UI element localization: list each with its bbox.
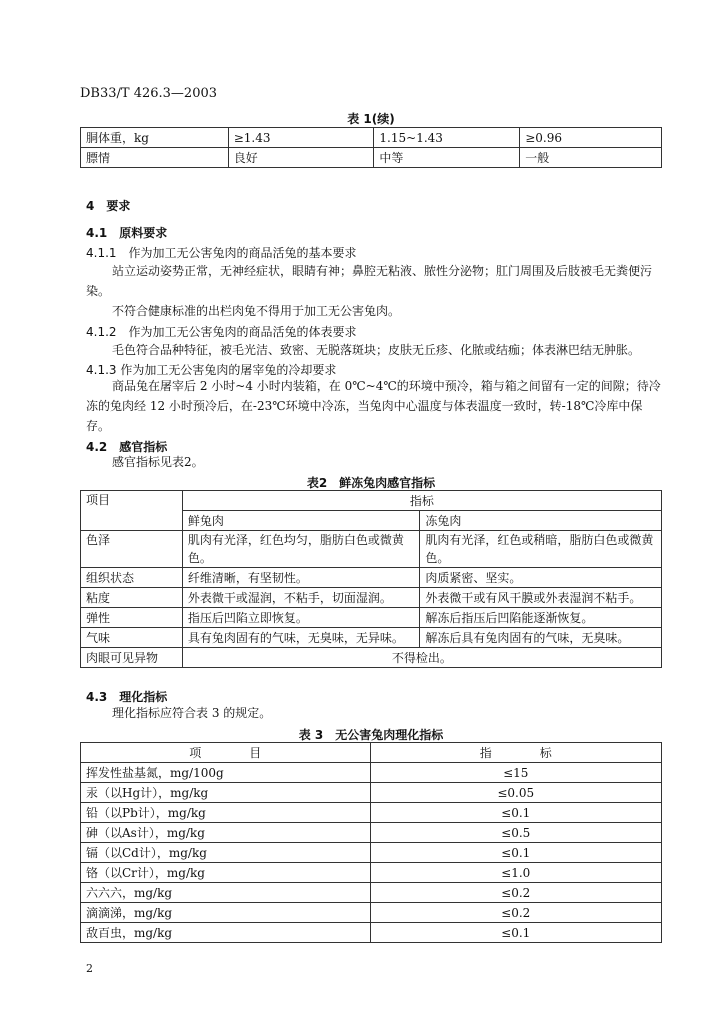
table-row xyxy=(81,903,662,923)
table-cell: 纤维清晰，有坚韧性。 xyxy=(182,568,420,588)
table-cell: ≤0.05 xyxy=(370,783,662,803)
table-cell: 铬（以Cr计），mg/kg xyxy=(81,863,371,883)
table-cell: 解冻后具有兔肉固有的气味，无臭味。 xyxy=(420,628,662,648)
table-row xyxy=(81,588,662,608)
table-row xyxy=(81,763,662,783)
table1-caption: 表 1(续) xyxy=(347,112,395,126)
table-cell: 挥发性盐基氮，mg/100g xyxy=(81,763,371,783)
section-4-1-2-title: 4.1.2 作为加工无公害兔肉的商品活兔的体表要求 xyxy=(86,325,357,339)
table-cell: 色泽 xyxy=(81,531,183,568)
table-row xyxy=(81,783,662,803)
paragraph: 站立运动姿势正常，无神经症状，眼睛有神；鼻腔无粘液、脓性分泌物；肛门周围及后肢被毛无粪便污染。 xyxy=(86,264,653,298)
table-header-cell: 指 标 xyxy=(370,743,662,763)
table-cell: ≤0.5 xyxy=(370,823,662,843)
section-4-1-3-title: 4.1.3 作为加工无公害兔肉的屠宰兔的冷却要求 xyxy=(86,363,337,377)
table-row xyxy=(81,923,662,943)
table-row xyxy=(81,823,662,843)
table-cell: ≤15 xyxy=(370,763,662,783)
section-4-title: 4 要求 xyxy=(86,199,131,213)
table-cell: 汞（以Hg计），mg/kg xyxy=(81,783,371,803)
table-row xyxy=(81,531,662,568)
section-4-3-title: 4.3 理化指标 xyxy=(86,690,168,704)
table-row xyxy=(81,128,662,148)
table-cell: 胴体重，kg xyxy=(81,128,229,148)
table-cell: 指压后凹陷立即恢复。 xyxy=(182,608,420,628)
table-header-row xyxy=(81,491,662,511)
table-row xyxy=(81,148,662,168)
section-4-1-title: 4.1 原料要求 xyxy=(86,226,168,240)
table-header-cell: 项 目 xyxy=(81,743,371,763)
table-cell: 砷（以As计），mg/kg xyxy=(81,823,371,843)
section-heading xyxy=(86,224,167,241)
table-cell: 敌百虫，mg/kg xyxy=(81,923,371,943)
table-cell: ≥0.96 xyxy=(520,128,662,148)
table-header-cell: 鲜兔肉 xyxy=(182,511,420,531)
section-4-1-1-title: 4.1.1 作为加工无公害兔肉的商品活兔的基本要求 xyxy=(86,246,357,260)
table-row xyxy=(81,628,662,648)
paragraph: 不符合健康标准的出栏肉兔不得用于加工无公害兔肉。 xyxy=(112,304,401,318)
table-cell: 弹性 xyxy=(81,608,183,628)
table-row xyxy=(81,883,662,903)
table-cell: 1.15~1.43 xyxy=(374,128,520,148)
table-cell: 一般 xyxy=(520,148,662,168)
table-cell: 肉眼可见异物 xyxy=(81,648,183,668)
table3 xyxy=(80,742,662,943)
section-heading xyxy=(86,197,130,214)
table-cell: 滴滴涕，mg/kg xyxy=(81,903,371,923)
table-header-cell: 指标 xyxy=(182,491,661,511)
table-row xyxy=(81,648,662,668)
table-cell: ≤0.2 xyxy=(370,903,662,923)
table-cell: 外表微干或湿润，不粘手，切面湿润。 xyxy=(182,588,420,608)
document-id: DB33/T 426.3—2003 xyxy=(80,86,218,101)
paragraph: 感官指标见表2。 xyxy=(112,455,204,469)
table-row xyxy=(81,803,662,823)
table-cell: 解冻后指压后凹陷能逐渐恢复。 xyxy=(420,608,662,628)
table-cell: 粘度 xyxy=(81,588,183,608)
table-cell: 外表微干或有风干膜或外表湿润不粘手。 xyxy=(420,588,662,608)
paragraph: 商品兔在屠宰后 2 小时~4 小时内装箱，在 0℃~4℃的环境中预冷，箱与箱之间留有一定的间隙；待冷冻的兔肉经 12 小时预冷后，在-23℃环境中冷冻，当兔肉中心温度与体表温度一致时，转-18℃冷库中保存。 xyxy=(86,379,661,433)
table-cell: 不得检出。 xyxy=(182,648,661,668)
table1 xyxy=(80,127,662,168)
table-cell: 肉质紧密、坚实。 xyxy=(420,568,662,588)
table-cell: 六六六，mg/kg xyxy=(81,883,371,903)
table-cell: 具有兔肉固有的气味，无臭味，无异味。 xyxy=(182,628,420,648)
table-cell: ≥1.43 xyxy=(228,128,374,148)
table-cell: 良好 xyxy=(228,148,374,168)
paragraph: 理化指标应符合表 3 的规定。 xyxy=(112,706,272,720)
table-header-cell: 冻兔肉 xyxy=(420,511,662,531)
table-cell: 肌肉有光泽，红色均匀，脂肪白色或微黄色。 xyxy=(182,531,420,568)
table-row xyxy=(81,863,662,883)
table-cell: ≤0.2 xyxy=(370,883,662,903)
table-cell: ≤0.1 xyxy=(370,803,662,823)
table-cell: ≤0.1 xyxy=(370,923,662,943)
table-row xyxy=(81,568,662,588)
table-cell: 膘情 xyxy=(81,148,229,168)
table3-caption: 表 3 无公害兔肉理化指标 xyxy=(298,728,444,742)
table-cell: 肌肉有光泽，红色或稍暗，脂肪白色或微黄色。 xyxy=(420,531,662,568)
table-row xyxy=(81,608,662,628)
table-header-cell: 项目 xyxy=(81,491,183,531)
section-4-2-title: 4.2 感官指标 xyxy=(86,440,168,454)
table-cell: 中等 xyxy=(374,148,520,168)
table-cell: ≤0.1 xyxy=(370,843,662,863)
table-cell: ≤1.0 xyxy=(370,863,662,883)
table-header-row xyxy=(81,743,662,763)
table2 xyxy=(80,490,662,668)
table-row xyxy=(81,843,662,863)
table2-caption: 表2 鲜冻兔肉感官指标 xyxy=(306,476,436,490)
table-cell: 镉（以Cd计），mg/kg xyxy=(81,843,371,863)
table-cell: 铅（以Pb计），mg/kg xyxy=(81,803,371,823)
table-cell: 气味 xyxy=(81,628,183,648)
table-cell: 组织状态 xyxy=(81,568,183,588)
paragraph: 毛色符合品种特征，被毛光洁、致密、无脱落斑块；皮肤无丘疹、化脓或结痂；体表淋巴结无肿胀。 xyxy=(112,343,641,357)
page-number: 2 xyxy=(86,962,93,975)
